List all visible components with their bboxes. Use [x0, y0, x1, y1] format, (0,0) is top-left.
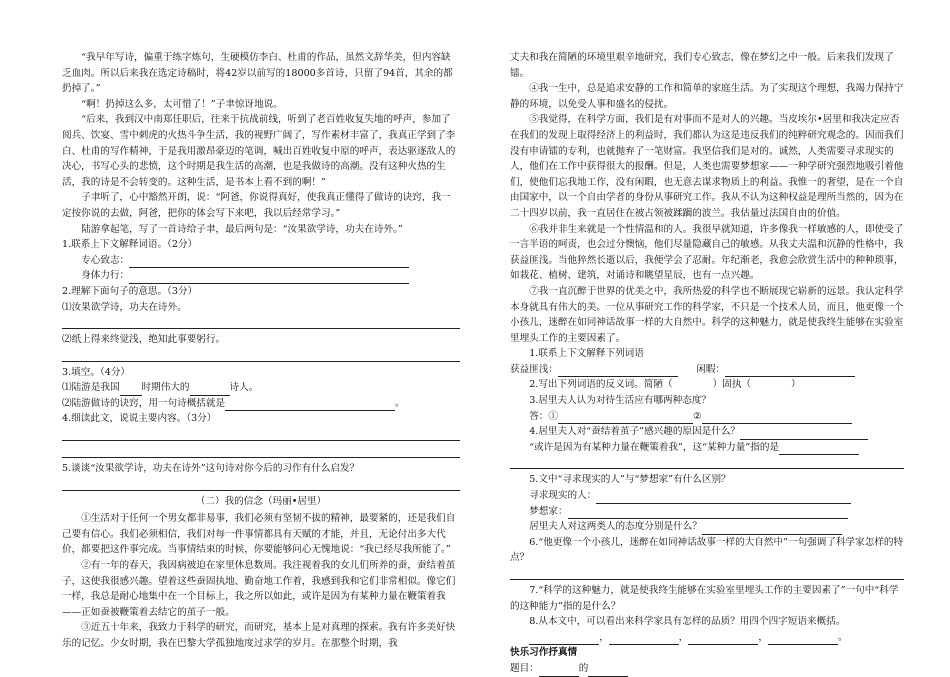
answer-line[interactable] — [129, 272, 409, 284]
answer-line[interactable] — [702, 412, 852, 424]
answer-line[interactable] — [725, 365, 855, 377]
story-paragraph-4: 子聿听了，心中豁然开朗，说：“阿爸，你说得真好，使我真正懂得了做诗的诀窍，我一定按你说的去做，阿爸，把你的体会写下来吧，我以后经常学习。” — [62, 192, 451, 219]
question-r1a-label: 获益匪浅： — [510, 363, 558, 375]
answer-line[interactable] — [768, 633, 838, 645]
question-2a: ⑴汝果欲学诗，功夫在诗外。 — [62, 301, 187, 313]
answer-line[interactable] — [702, 523, 842, 535]
right-column — [510, 50, 904, 677]
question-r2-part-1: 2.写出下列词语的反义词。简陋（ — [529, 379, 673, 391]
question-r2-part-2: ）固执（ — [712, 379, 752, 391]
question-r8: 8.从本文中，可以看出来科学家具有怎样的品质？用四个四字短语来概括。 — [529, 616, 846, 628]
question-3a — [62, 380, 460, 396]
question-r4b-label: “或许是因为有某种力量在鞭策着我”，这“某种力量”指的是 — [529, 441, 780, 453]
question-1b-label: 身体力行： — [81, 270, 130, 282]
question-r5a — [510, 488, 904, 504]
answer-line[interactable] — [510, 455, 904, 469]
question-r3-label-2: ② — [692, 410, 702, 422]
essay-paragraph-6: ⑥我并非生来就是一个性情温和的人。我很早就知道，许多像我一样敏感的人，即使受了一言半语的呵责，也会过分懊恼，他们尽量隐藏自己的敏感。从我丈夫温和沉静的性格中，我获益匪浅。当他猝然长逝以后，我便学会了忍耐。年纪渐老，我愈会欣赏生活中的种种琐事，如栽花、植树、建筑，对诵诗和眺望星辰，也有一点兴趣。 — [510, 223, 904, 282]
answer-line[interactable] — [779, 443, 859, 455]
answer-line[interactable] — [558, 412, 693, 424]
essay-paragraph-3: ③近五十年来，我致力于科学的研究，而研究，基本上是对真理的探索。我有许多美好快乐的记忆。少女时期，我在巴黎大学孤独地度过求学的岁月。在那整个时期，我 — [62, 622, 456, 649]
essay-paragraph-3-cont: 丈夫和我在简陋的环境里艰辛地研究，我们专心致志，像在梦幻之中一般。后来我们发现了镭。 — [510, 52, 894, 79]
story-paragraph-1: “我早年写诗，偏重于练字炼句，生硬模仿李白、杜甫的作品，虽然文辞华美，但内容缺乏血肉。所以后来我在选定诗稿时，将42岁以前写的18000多首诗，只留了94首，其余的都扔掉了。” — [62, 52, 453, 95]
answer-separator: ， — [758, 631, 768, 643]
answer-separator: ， — [678, 631, 689, 643]
question-4: 4.细读此文，说说主要内容。（3分） — [62, 413, 217, 425]
question-r8-answers: ， ， ， 。 — [510, 630, 904, 646]
essay-paragraph-7: ⑦我一直沉醉于世界的优美之中，我所热爱的科学也不断展现它崭新的远景。我认定科学本身就具有伟大的美。一位从事研究工作的科学家，不只是一个技术人员，而且，他更像一个小孩儿，迷醉在如同神话故事一样的大自然中。科学的这种魅力，就是使我终生能够在实验室里埋头工作的主要因素了。 — [510, 285, 904, 344]
question-r3: 3.居里夫人认为对待生活应有哪两种态度？ — [529, 395, 712, 407]
question-3a-part-2: 时期伟大的 — [141, 382, 190, 394]
question-r5c — [510, 519, 904, 535]
answer-separator: ， — [599, 631, 609, 643]
question-1: 1.联系上下文解释词语。（2分） — [62, 239, 198, 251]
left-column — [62, 50, 460, 652]
question-1a-label: 专心致志： — [81, 254, 130, 266]
section-title: （二）我的信念（玛丽•居里） — [195, 495, 327, 507]
question-r3-label-1: 答：① — [529, 410, 558, 422]
writing-section-title: 快乐习作抒真情 — [510, 647, 578, 659]
question-r7: 7.“科学的这种魅力，就是使我终生能够在实验室里埋头工作的主要因素了”一句中“科学的这种能力”指的是什么？ — [510, 585, 899, 612]
question-3a-part-1: ⑴陆游是我国 — [62, 382, 120, 394]
question-3b: ⑵陆游做诗的诀窍，用一句诗概括就是 。 — [62, 396, 460, 412]
question-5: 5.谈谈“汝果欲学诗，功夫在诗外”这句诗对你今后的习作有什么启发？ — [62, 463, 360, 475]
question-r5b-label: 梦想家： — [529, 505, 568, 517]
answer-line[interactable] — [129, 256, 409, 268]
story-paragraph-3: “后来，我到汉中南郑任职后，往来于抗战前线，听到了老百姓收复失地的呼声，参加了阅兵、饮宴、雪中刺虎的火热斗争生活，我的视野广阔了，写作素材丰富了，我真正学到了李白、杜甫的写作精神，于是我用激昂豪迈的笔调，喊出百姓收复中原的呼声，表达驱逐敌人的决心，书写心头的悲愤，这个时期是我生活的高潮，也是我做诗的高潮。没有这种火热的生活，我的诗是不会转变的。这种生活，是书本上看不到的啊！” — [62, 114, 456, 188]
essay-paragraph-4: ④我一生中，总是追求安静的工作和简单的家庭生活。为了实现这个理想，我竭力保持宁静的环境，以免受人事和盛名的侵扰。 — [510, 83, 904, 110]
question-r4-label: 4.居里夫人对“蚕结着茧子”感兴趣的原因是什么？ — [529, 426, 741, 438]
answer-line[interactable] — [568, 507, 848, 519]
question-r1-answers — [510, 362, 904, 378]
writing-title-line — [510, 661, 904, 677]
answer-line[interactable] — [529, 633, 599, 645]
question-r4 — [510, 424, 904, 440]
question-r5a-label: 寻求现实的人： — [529, 490, 597, 502]
question-r2 — [510, 377, 904, 393]
answer-line[interactable] — [740, 428, 868, 440]
question-r3-answers — [510, 409, 904, 425]
answer-line[interactable] — [62, 315, 460, 329]
answer-line[interactable] — [62, 444, 460, 458]
answer-line[interactable] — [609, 633, 679, 645]
answer-line[interactable] — [62, 427, 460, 441]
essay-paragraph-2: ②有一年的春天，我因病被迫在家里休息数周。我注视着我的女儿们所养的蚕，蚕结着茧子，这使我很感兴趣。望着这些蚕固执地、勤奋地工作着，我感到我和它们非常相似。像它们一样，我总是耐心地集中在一个目标上，我之所以如此，或许是因为有某种力量在鞭策着我——正如蚕被鞭策着去结它的茧子一般。 — [62, 560, 456, 618]
essay-paragraph-5: ⑤我觉得，在科学方面，我们是有对事而不是对人的兴趣。当皮埃尔•居里和我决定应否在我们的发现上取得经济上的利益时，我们都认为这是违反我们的纯粹研究观念的。因而我们没有申请镭的专利，也就抛弃了一笔财富。我坚信我们是对的。诚然，人类需要寻求现实的人，他们在工作中获得很大的报酬。但是，人类也需要梦想家——一种学研究强烈地吸引着他们，使他们忘我地工作，没有闲暇，也无意去谋求物质上的利益。我惟一的奢望，是在一个自由国家中，以一个自由学者的身份从事研究工作。我从不认为这种权益是理所当然的，因为在二十四岁以前，我一直居住在被占领被蹂躏的波兰。我估量过法国自由的价值。 — [510, 114, 904, 219]
answer-line[interactable] — [688, 633, 758, 645]
question-r1b-label: 闲暇： — [696, 363, 726, 375]
question-2b: ⑵纸上得来终觉浅，绝知此事要躬行。 — [62, 334, 226, 346]
writing-title-de: 的 — [578, 662, 589, 674]
answer-line[interactable] — [558, 365, 678, 377]
writing-title-label: 题目： — [510, 662, 539, 674]
question-3a-part-3: 诗人。 — [229, 382, 259, 394]
story-paragraph-5: 陆游拿起笔，写了一首诗给子聿，最后两句是：“汝果欲学诗，功夫在诗外。” — [81, 223, 403, 235]
answer-line[interactable] — [190, 384, 230, 396]
answer-line[interactable] — [120, 384, 142, 396]
question-r5c-label: 居里夫人对这两类人的态度分别是什么？ — [529, 521, 702, 533]
question-r2-part-3: ） — [791, 379, 801, 391]
question-1a — [62, 253, 460, 269]
essay-paragraph-1: ①生活对于任何一个男女都非易事，我们必须有坚韧不拔的精神，最要紧的，还是我们自己要有信心。我们必须相信，我们对每一件事情都具有天赋的才能，并且，无论付出多大代价，都要把这件事完成。当事情结束的时候，你要能够问心无愧地说：“我已经尽我所能了。” — [62, 513, 456, 556]
question-3b-label: ⑵陆游做诗的诀窍，用一句诗概括就是 — [62, 397, 226, 409]
answer-line[interactable] — [225, 399, 395, 411]
question-r5: 5.文中“寻求现实的人”与“梦想家”有什么区别？ — [529, 474, 731, 486]
question-r6: 6.“他更像一个小孩儿，迷醉在如同神话故事一样的大自然中”一句强调了科学家怎样的特点？ — [510, 536, 904, 564]
question-3: 3.填空。（4分） — [62, 366, 131, 378]
story-paragraph-2: “啊！扔掉这么多，太可惜了！”子聿惊讶地说。 — [81, 98, 283, 110]
question-2: 2.理解下面句子的意思。（3分） — [62, 285, 198, 297]
question-r4b — [510, 440, 904, 456]
answer-line[interactable] — [596, 492, 851, 504]
answer-line[interactable] — [510, 566, 904, 580]
question-r5b — [510, 504, 904, 520]
question-1b — [62, 268, 460, 284]
answer-line[interactable] — [62, 477, 460, 491]
question-r1: 1.联系上下文解释下列词语 — [529, 348, 644, 360]
answer-line[interactable] — [62, 348, 460, 362]
